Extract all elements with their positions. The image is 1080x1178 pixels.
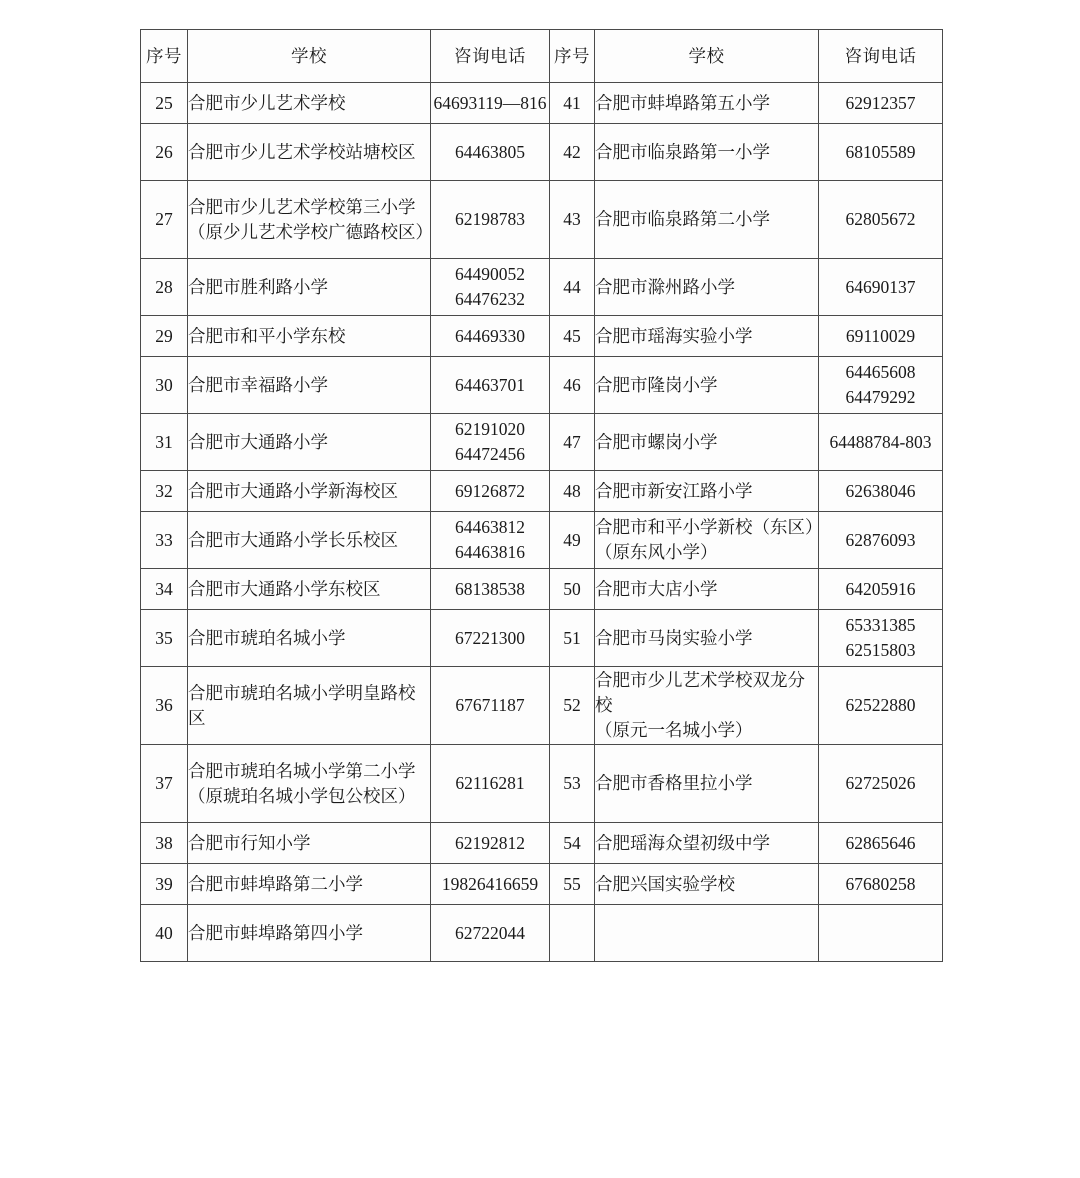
row-number-right: 43 xyxy=(550,181,595,259)
phone-number-right xyxy=(819,316,943,357)
row-number-right: 47 xyxy=(550,414,595,471)
school-name-left: 合肥市琥珀名城小学第二小学（原琥珀名城小学包公校区） xyxy=(188,745,431,823)
row-number-left: 38 xyxy=(141,823,188,864)
phone-number-right xyxy=(819,667,943,745)
row-number-left: 30 xyxy=(141,357,188,414)
phone-line: 62116281 xyxy=(455,773,525,794)
phone-number-left xyxy=(431,181,550,259)
phone-line: 64488784-803 xyxy=(829,431,932,452)
table-body xyxy=(141,83,943,962)
phone-number-left xyxy=(431,124,550,181)
phone-line: 64476232 xyxy=(455,289,525,309)
table-row xyxy=(141,181,943,259)
header-phone-left: 咨询电话 xyxy=(431,30,550,83)
row-number-right xyxy=(550,905,595,962)
phone-line: 62191020 xyxy=(455,419,525,440)
row-number-right: 48 xyxy=(550,471,595,512)
school-contact-table xyxy=(140,29,943,962)
phone-number-left xyxy=(431,414,550,471)
phone-line: 62638046 xyxy=(845,480,916,501)
school-name-left: 合肥市胜利路小学 xyxy=(188,259,431,316)
school-name-right: 合肥市马岗实验小学 xyxy=(595,610,819,667)
phone-line: 64469330 xyxy=(455,325,525,346)
school-name-right: 合肥市瑶海实验小学 xyxy=(595,316,819,357)
phone-line: 68138538 xyxy=(455,578,525,599)
school-name-right: 合肥市隆岗小学 xyxy=(595,357,819,414)
phone-number-left xyxy=(431,667,550,745)
table-row xyxy=(141,512,943,569)
table-row xyxy=(141,414,943,471)
phone-number-left xyxy=(431,864,550,905)
phone-line: 67680258 xyxy=(845,873,916,894)
row-number-left: 37 xyxy=(141,745,188,823)
header-no-left: 序号 xyxy=(141,30,188,83)
table-row xyxy=(141,259,943,316)
phone-number-left xyxy=(431,745,550,823)
row-number-right: 53 xyxy=(550,745,595,823)
phone-number-left xyxy=(431,905,550,962)
phone-number-right xyxy=(819,610,943,667)
table-row xyxy=(141,316,943,357)
school-name-right: 合肥市新安江路小学 xyxy=(595,471,819,512)
phone-number-right xyxy=(819,864,943,905)
phone-line: 64205916 xyxy=(845,578,916,599)
school-name-left: 合肥市大通路小学 xyxy=(188,414,431,471)
school-name-left: 合肥市蚌埠路第二小学 xyxy=(188,864,431,905)
phone-line: 19826416659 xyxy=(441,873,539,894)
table-row xyxy=(141,471,943,512)
row-number-left: 33 xyxy=(141,512,188,569)
phone-line: 64693119—816 xyxy=(433,92,547,113)
phone-number-left xyxy=(431,83,550,124)
row-number-left: 35 xyxy=(141,610,188,667)
phone-line: 69126872 xyxy=(455,480,525,501)
school-name-right: 合肥瑶海众望初级中学 xyxy=(595,823,819,864)
school-name-left: 合肥市蚌埠路第四小学 xyxy=(188,905,431,962)
school-name-right: 合肥市大店小学 xyxy=(595,569,819,610)
phone-number-right xyxy=(819,569,943,610)
school-name-right: 合肥市蚌埠路第五小学 xyxy=(595,83,819,124)
phone-number-left xyxy=(431,259,550,316)
phone-number-left xyxy=(431,610,550,667)
table-row xyxy=(141,83,943,124)
school-name-left: 合肥市琥珀名城小学 xyxy=(188,610,431,667)
row-number-left: 25 xyxy=(141,83,188,124)
table-row xyxy=(141,569,943,610)
school-name-left: 合肥市少儿艺术学校第三小学（原少儿艺术学校广德路校区） xyxy=(188,181,431,259)
phone-number-right xyxy=(819,414,943,471)
phone-number-left xyxy=(431,357,550,414)
school-name-right: 合肥市临泉路第二小学 xyxy=(595,181,819,259)
school-name-right: 合肥市临泉路第一小学 xyxy=(595,124,819,181)
row-number-right: 44 xyxy=(550,259,595,316)
school-name-left: 合肥市大通路小学长乐校区 xyxy=(188,512,431,569)
row-number-right: 46 xyxy=(550,357,595,414)
phone-line: 62515803 xyxy=(845,640,916,660)
school-name-left: 合肥市琥珀名城小学明皇路校区 xyxy=(188,667,431,745)
table-row xyxy=(141,124,943,181)
phone-number-right xyxy=(819,124,943,181)
phone-line: 62865646 xyxy=(845,832,916,853)
phone-line: 62805672 xyxy=(845,209,916,230)
phone-number-right xyxy=(819,83,943,124)
table-row xyxy=(141,823,943,864)
phone-line: 62912357 xyxy=(845,92,916,113)
header-school-right: 学校 xyxy=(595,30,819,83)
phone-number-right xyxy=(819,181,943,259)
school-name-left: 合肥市大通路小学新海校区 xyxy=(188,471,431,512)
phone-line: 62722044 xyxy=(455,922,525,943)
phone-line: 62876093 xyxy=(845,529,916,550)
table-row xyxy=(141,745,943,823)
row-number-right: 42 xyxy=(550,124,595,181)
header-row xyxy=(141,30,943,83)
phone-line: 64465608 xyxy=(845,362,916,383)
row-number-right: 55 xyxy=(550,864,595,905)
school-name-left: 合肥市和平小学东校 xyxy=(188,316,431,357)
school-name-right xyxy=(595,905,819,962)
school-name-left: 合肥市大通路小学东校区 xyxy=(188,569,431,610)
phone-line: 64490052 xyxy=(455,264,525,285)
table-header xyxy=(141,30,943,83)
school-name-left: 合肥市行知小学 xyxy=(188,823,431,864)
phone-line: 64472456 xyxy=(455,444,525,464)
row-number-left: 29 xyxy=(141,316,188,357)
phone-line: 68105589 xyxy=(845,141,916,162)
phone-number-right xyxy=(819,259,943,316)
row-number-right: 50 xyxy=(550,569,595,610)
row-number-left: 39 xyxy=(141,864,188,905)
table-row xyxy=(141,905,943,962)
row-number-right: 51 xyxy=(550,610,595,667)
phone-line: 67671187 xyxy=(455,695,525,716)
phone-number-left xyxy=(431,512,550,569)
header-school-left: 学校 xyxy=(188,30,431,83)
phone-line: 64463812 xyxy=(455,517,525,538)
row-number-right: 45 xyxy=(550,316,595,357)
phone-line: 64463701 xyxy=(455,374,525,395)
row-number-right: 52 xyxy=(550,667,595,745)
table-row xyxy=(141,357,943,414)
phone-number-left xyxy=(431,823,550,864)
row-number-left: 32 xyxy=(141,471,188,512)
school-name-right: 合肥市和平小学新校（东区）（原东风小学） xyxy=(595,512,819,569)
header-no-right: 序号 xyxy=(550,30,595,83)
table-sheet xyxy=(140,29,942,962)
school-name-left: 合肥市幸福路小学 xyxy=(188,357,431,414)
row-number-left: 40 xyxy=(141,905,188,962)
phone-number-left xyxy=(431,471,550,512)
school-name-right: 合肥市螺岗小学 xyxy=(595,414,819,471)
phone-number-right xyxy=(819,823,943,864)
row-number-right: 41 xyxy=(550,83,595,124)
phone-line: 62198783 xyxy=(455,209,525,230)
row-number-left: 34 xyxy=(141,569,188,610)
phone-line: 64463805 xyxy=(455,141,525,162)
row-number-left: 26 xyxy=(141,124,188,181)
school-name-right: 合肥市香格里拉小学 xyxy=(595,745,819,823)
phone-line: 64463816 xyxy=(455,542,525,562)
phone-number-right xyxy=(819,512,943,569)
phone-line: 64479292 xyxy=(845,387,916,407)
phone-line: 69110029 xyxy=(845,325,916,346)
row-number-left: 28 xyxy=(141,259,188,316)
phone-number-right xyxy=(819,905,943,962)
table-row xyxy=(141,667,943,745)
row-number-left: 27 xyxy=(141,181,188,259)
header-phone-right: 咨询电话 xyxy=(819,30,943,83)
table-row xyxy=(141,864,943,905)
row-number-left: 31 xyxy=(141,414,188,471)
school-name-line: 合肥市少儿艺术学校双龙分校 xyxy=(595,670,805,716)
school-name-right: 合肥兴国实验学校 xyxy=(595,864,819,905)
school-name-left: 合肥市少儿艺术学校 xyxy=(188,83,431,124)
school-name-line: （原元一名城小学） xyxy=(595,719,753,740)
row-number-right: 49 xyxy=(550,512,595,569)
school-name-left: 合肥市少儿艺术学校站塘校区 xyxy=(188,124,431,181)
row-number-left: 36 xyxy=(141,667,188,745)
table-row xyxy=(141,610,943,667)
school-name-right: 合肥市滁州路小学 xyxy=(595,259,819,316)
phone-line: 65331385 xyxy=(845,615,916,636)
phone-line: 67221300 xyxy=(455,627,525,648)
phone-number-left xyxy=(431,316,550,357)
row-number-right: 54 xyxy=(550,823,595,864)
phone-line: 62725026 xyxy=(845,773,916,794)
phone-number-right xyxy=(819,357,943,414)
phone-number-right xyxy=(819,745,943,823)
phone-number-left xyxy=(431,569,550,610)
phone-line: 64690137 xyxy=(845,276,916,297)
school-name-right xyxy=(595,667,819,745)
phone-number-right xyxy=(819,471,943,512)
phone-line: 62192812 xyxy=(455,832,525,853)
phone-line: 62522880 xyxy=(845,695,916,716)
